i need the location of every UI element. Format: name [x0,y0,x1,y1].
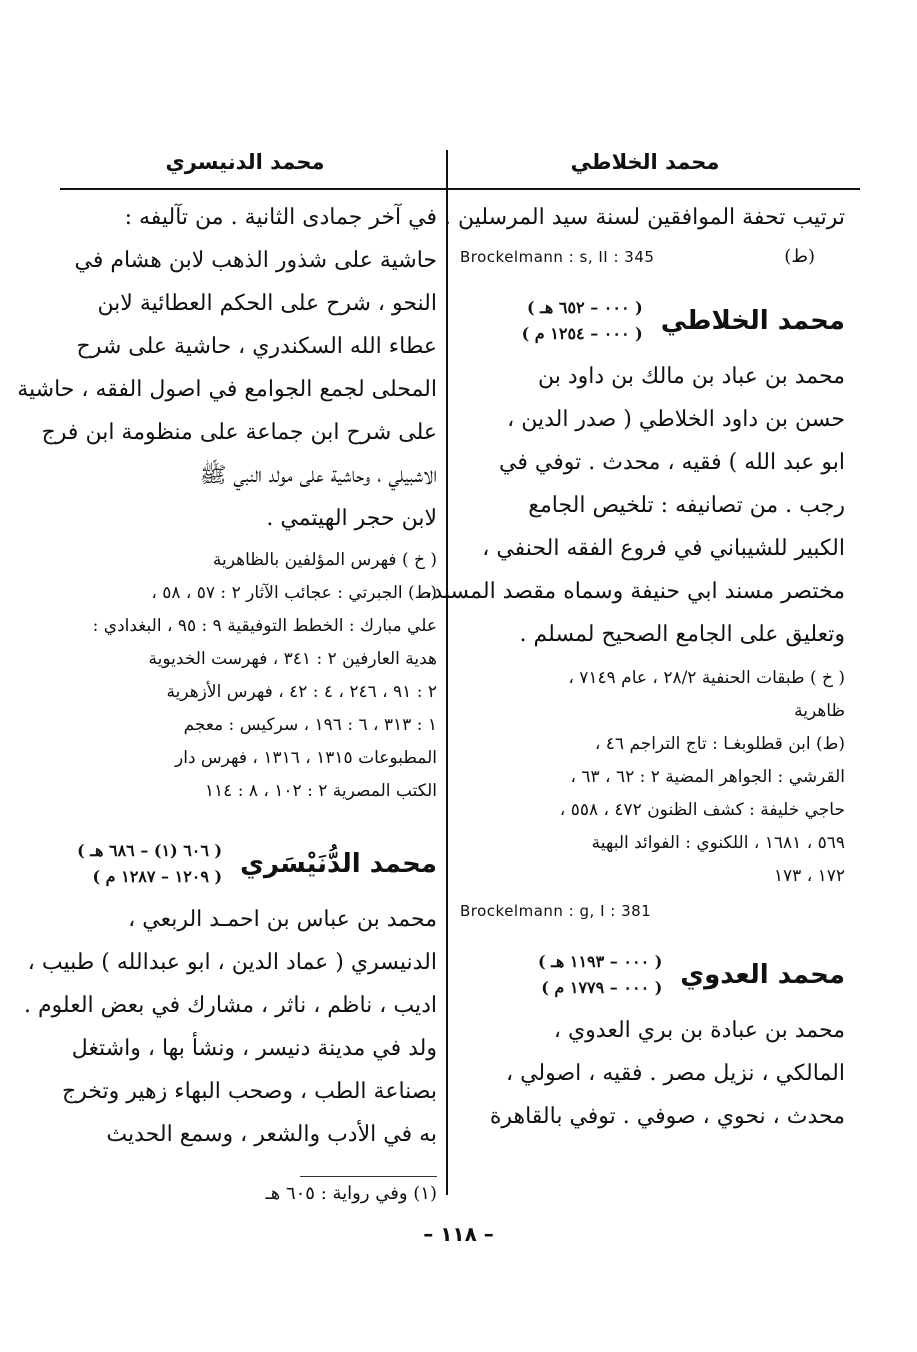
entry-refs-khilati [460,662,845,893]
body-line: محدث ، نحوي ، صوفي . توفي بالقاهرة [489,1104,845,1129]
body-line: حاشية على شذور الذهب لابن هشام في [74,248,437,273]
footnote-rule [300,1176,437,1177]
date-gregorian: ( ٠٠٠ – ١٧٧٩ م ) [541,978,663,997]
ref-line: ظاهرية [794,701,845,721]
intro-latin-ref [460,239,845,275]
ref-line: ١٧٢ ، ١٧٣ [773,866,845,886]
intro-line: ترتيب تحفة الموافقين لسنة سيد المرسلين . [443,205,845,230]
body-line: الاشبيلي ، وحاشية على مولد النبي ﷺ [199,463,437,488]
body-line: اديب ، ناظم ، ناثر ، مشارك في بعض العلوم . [23,993,437,1018]
entry-dates-adawi [538,949,662,1001]
latin-ref-khilati: Brockelmann : g, I : 381 [460,902,652,920]
entry-heading-dunaysiri [65,830,437,898]
date-gregorian: ( ١٢٠٩ – ١٢٨٧ م ) [92,867,223,886]
intro-ref-tag: (ط) [784,246,815,267]
body-line: به في الأدب والشعر ، وسمع الحديث [106,1122,437,1147]
ref-line: ( خ ) فهرس المؤلفين بالظاهرية [212,550,437,570]
body-line: عطاء الله السكندري ، حاشية على شرح [76,334,437,359]
body-line: على شرح ابن جماعة على منظومة ابن فرج [41,420,437,445]
body-line: الكبير للشيباني في فروع الفقه الحنفي ، [482,536,845,561]
ref-line: القرشي : الجواهر المضية ٢ : ٦٢ ، ٦٣ ، [570,767,845,787]
ref-line: (ط) ابن قطلوبغـا : تاج التراجم ٤٦ ، [594,734,845,754]
continued-text [17,196,437,540]
body-line: وتعليق على الجامع الصحيح لمسلم . [519,622,845,647]
entry-dates-khilati [522,295,643,347]
running-header-right: محمد الخلاطي [570,150,720,174]
date-hijri: ( ٦٠٦ (١) – ٦٨٦ هـ ) [77,841,223,860]
body-line: رجب . من تصانيفه : تلخيص الجامع [528,493,845,518]
body-line: ابو عبد الله ) فقيه ، محدث . توفي في [499,450,845,475]
body-line: محمد بن عبادة بن بري العدوي ، [553,1018,845,1043]
body-line: الدنيسري ( عماد الدين ، ابو عبدالله ) طبيب ، [27,950,437,975]
body-line: النحو ، شرح على الحكم العطائية لابن [97,291,437,316]
entry-heading-adawi [460,941,845,1009]
body-line: ولد في مدينة دنيسر ، ونشأ بها ، واشتغل [71,1036,437,1061]
footnote: (١) وفي رواية : ٦٠٥ هـ [265,1183,437,1204]
header-rule [60,188,860,190]
body-line: محمد بن عباس بن احمـد الربعي ، [128,907,437,932]
entry-body-adawi [460,1009,845,1138]
entry-dates-dunaysiri [77,838,222,890]
body-line: بصناعة الطب ، وصحب البهاء زهير وتخرج [61,1079,437,1104]
ref-line: هدية العارفين ٢ : ٣٤١ ، فهرست الخديوية [148,649,437,669]
intro-ref-text: Brockelmann : s, II : 345 [460,248,655,266]
page-number: – ١١٨ – [423,1222,494,1246]
body-line: لابن حجر الهيتمي . [266,506,437,531]
column-divider [446,150,448,1195]
date-hijri: ( ٠٠٠ – ١١٩٣ هـ ) [538,952,663,971]
date-hijri: ( ٠٠٠ – ٦٥٢ هـ ) [527,298,643,317]
entry-name-dunaysiri: محمد الدُّنَيْسَري [240,849,437,879]
left-column [17,196,437,1156]
entry-name-khilati: محمد الخلاطي [660,306,845,336]
ref-line: علي مبارك : الخطط التوفيقية ٩ : ٩٥ ، البغدادي : [92,616,437,636]
body-line: مختصر مسند ابي حنيفة وسماه مقصد المسند، [425,579,845,604]
date-gregorian: ( ٠٠٠ – ١٢٥٤ م ) [521,324,643,343]
entry-body-khilati [425,355,845,656]
entry-body-dunaysiri [23,898,437,1156]
body-line: المالكي ، نزيل مصر . فقيه ، اصولي ، [506,1061,845,1086]
body-line: حسن بن داود الخلاطي ( صدر الدين ، [507,407,845,432]
right-column [425,196,845,1138]
ref-line: المطبوعات ١٣١٥ ، ١٣١٦ ، فهرس دار [175,748,437,768]
ref-line: ١ : ٣١٣ ، ٦ : ١٩٦ ، سركيس : معجم [183,715,437,735]
entry-name-adawi: محمد العدوي [680,960,845,990]
body-line: في آخر جمادى الثانية . من تآليفه : [124,205,437,230]
ref-line: ٥٦٩ ، ١٦٨١ ، اللكنوي : الفوائد البهية [591,833,845,853]
ref-line: الكتب المصرية ٢ : ١٠٢ ، ٨ : ١١٤ [204,781,437,801]
entry-heading-khilati [460,287,845,355]
running-header-left: محمد الدنيسري [165,150,325,174]
ref-line: (ط) الجبرتي : عجائب الآثار ٢ : ٥٧ ، ٥٨ ، [151,583,437,603]
ref-line: ( خ ) طبقات الحنفية ٢٨/٢ ، عام ٧١٤٩ ، [568,668,845,688]
continued-refs [65,544,437,808]
body-line: محمد بن عباد بن مالك بن داود بن [537,364,845,389]
ref-line: حاجي خليفة : كشف الظنون ٤٧٢ ، ٥٥٨ ، [559,800,845,820]
ref-line: ٢ : ٩١ ، ٢٤٦ ، ٤ : ٤٢ ، فهرس الأزهرية [166,682,437,702]
body-line: المحلى لجمع الجوامع في اصول الفقه ، حاشية [17,377,437,402]
